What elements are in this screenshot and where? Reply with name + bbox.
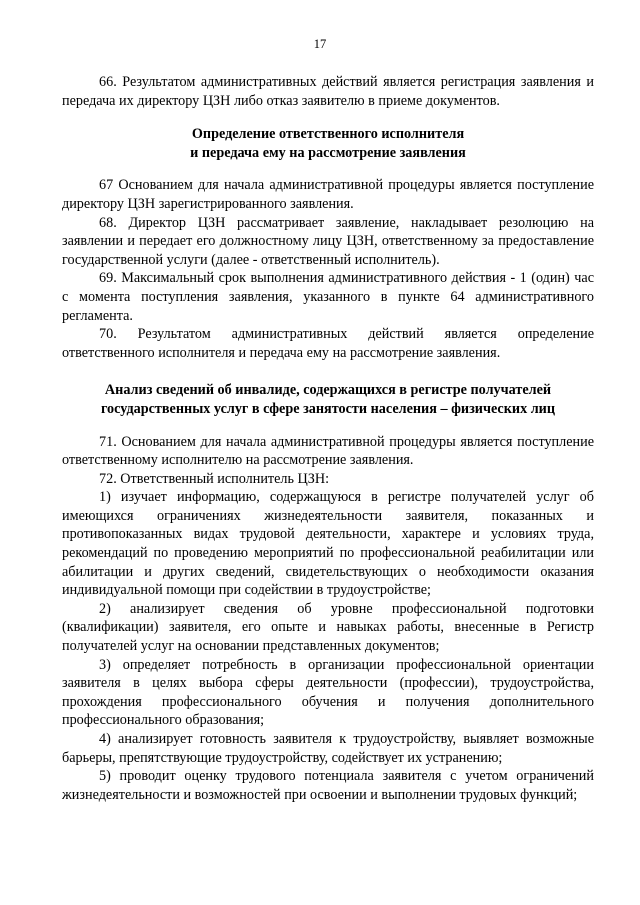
paragraph-72: 72. Ответственный исполнитель ЦЗН: [99, 470, 330, 487]
section-heading-line: Определение ответственного исполнителя [191, 126, 465, 143]
spacer [62, 362, 594, 381]
list-item-3: 3) определяет потребность в организации профессиональной ориентации заявителя в целях выбора сферы деятельности (профессии), трудоустройства, прохождения профессионального обучения и получения дополнительного профессионального образования; [62, 656, 594, 729]
paragraph-70: 70. Результатом административных действий является определение ответственного исполнителя и передача ему на рассмотрение заявления. [62, 326, 594, 361]
paragraph-68: 68. Директор ЦЗН рассматривает заявление, накладывает резолюцию на заявлении и передает его должностному лицу ЦЗН, ответственному за предоставление государственной услуги (далее - ответственный исполнитель). [62, 214, 594, 268]
paragraph-71: 71. Основанием для начала административной процедуры является поступление ответственному исполнителю на рассмотрение заявления. [62, 433, 594, 469]
section-heading-disabled-person-analysis [62, 381, 594, 418]
spacer [62, 110, 594, 125]
document-body [62, 73, 594, 804]
paragraph-66: 66. Результатом административных действий является регистрация заявления и передача их директору ЦЗН либо отказ заявителю в приеме документов. [62, 74, 594, 109]
list-item-2: 2) анализирует сведения об уровне профессиональной подготовки (квалификации) заявителя, его опыте и навыках работы, внесенные в Регистр получателей услуг на основании представленных документов; [62, 600, 594, 655]
spacer [62, 162, 594, 176]
spacer [62, 419, 594, 433]
page-number: 17 [313, 37, 327, 51]
section-heading-line: и передача ему на рассмотрение заявления [190, 144, 466, 161]
list-item-1: 1) изучает информацию, содержащуюся в регистре получателей услуг об имеющихся ограничениях жизнедеятельности заявителя, показанных и противопоказанных видах трудовой деятельности, характере и условиях труда, рекомендаций по проведению мероприятий по профессиональной реабилитации или абилитации и других сведений, свидетельствующих о необходимости оказания индивидуальной помощи при содействии в трудоустройстве; [62, 489, 594, 599]
section-heading-responsible-executor [62, 125, 594, 162]
section-heading-line: государственных услуг в сфере занятости населения – физических лиц [100, 400, 556, 417]
list-item-5: 5) проводит оценку трудового потенциала заявителя с учетом ограничений жизнедеятельности и возможностей при освоении и выполнении трудовых функций; [62, 768, 594, 803]
paragraph-69: 69. Максимальный срок выполнения административного действия - 1 (один) час с момента поступления заявления, указанного в пункте 64 административного регламента. [62, 270, 594, 324]
paragraph-67: 67 Основанием для начала административной процедуры является поступление директору ЦЗН зарегистрированного заявления. [62, 177, 594, 212]
list-item-4: 4) анализирует готовность заявителя к трудоустройству, выявляет возможные барьеры, препятствующие трудоустройству, содействует их устранению; [62, 731, 594, 766]
section-heading-line: Анализ сведений об инвалиде, содержащихся в регистре получателей [104, 382, 552, 399]
